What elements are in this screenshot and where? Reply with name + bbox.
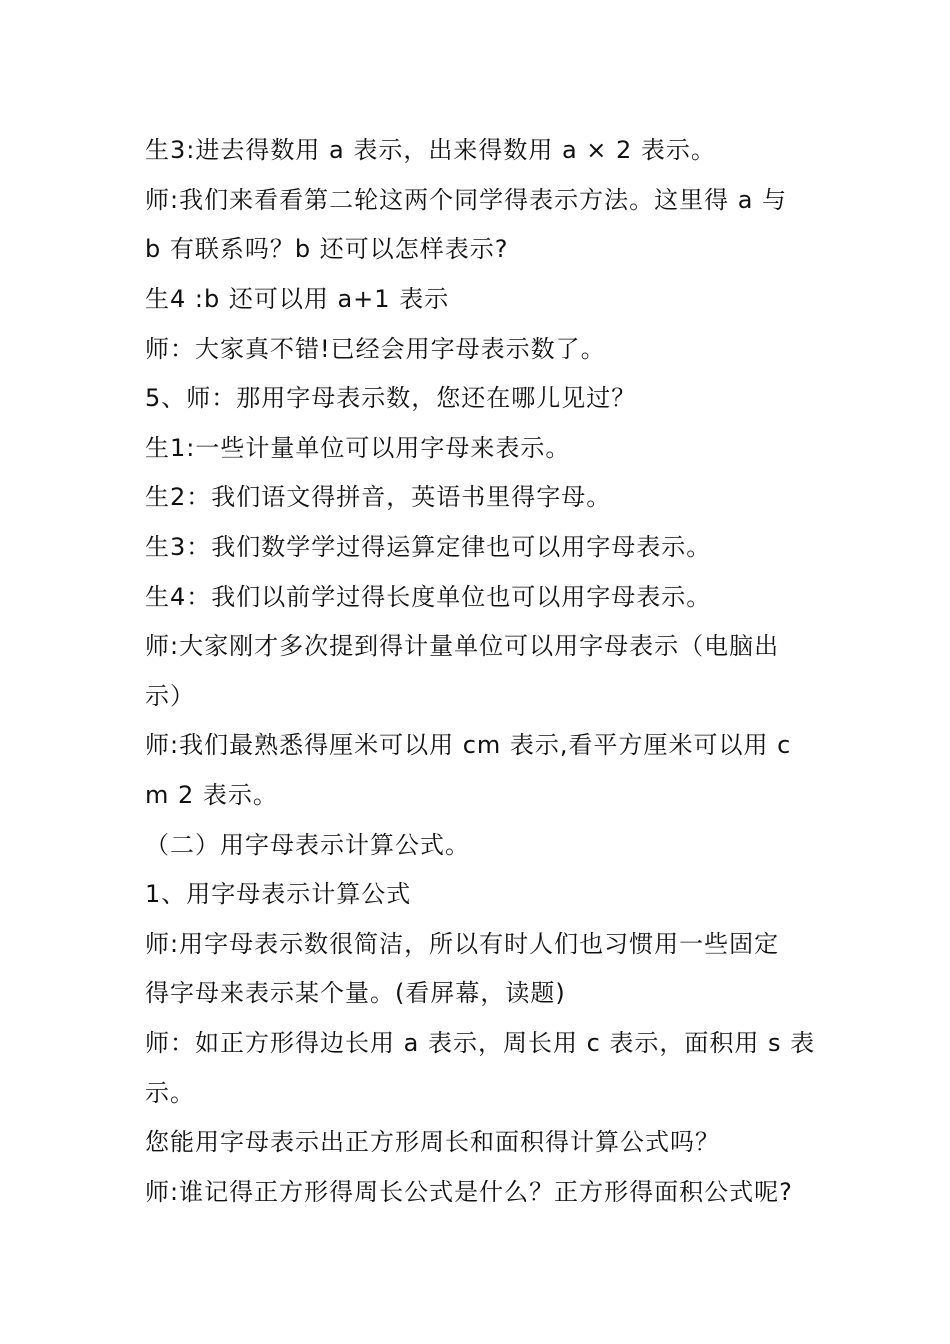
text-line: 师：大家真不错!已经会用字母表示数了。 <box>145 335 606 363</box>
text-line: 师:大家刚才多次提到得计量单位可以用字母表示（电脑出 <box>145 632 780 660</box>
text-line: 生4：我们以前学过得长度单位也可以用字母表示。 <box>145 583 712 611</box>
text-line: 生3:进去得数用 a 表示，出来得数用 a × 2 表示。 <box>145 136 716 164</box>
text-line: 5、师：那用字母表示数，您还在哪儿见过？ <box>145 384 637 412</box>
text-line: 得字母来表示某个量。(看屏幕，读题) <box>145 979 566 1007</box>
text-line: 1、用字母表示计算公式 <box>145 880 412 908</box>
text-line: m 2 表示。 <box>145 781 278 809</box>
text-line: 师:我们来看看第二轮这两个同学得表示方法。这里得 a 与 <box>145 186 788 214</box>
text-line: 示） <box>145 682 195 710</box>
text-line: 师：如正方形得边长用 a 表示，周长用 c 表示，面积用 s 表 <box>145 1029 816 1057</box>
text-line: 生2：我们语文得拼音，英语书里得字母。 <box>145 483 612 511</box>
text-line: （二）用字母表示计算公式。 <box>145 831 470 859</box>
text-line: 生1:一些计量单位可以用字母来表示。 <box>145 434 571 462</box>
text-line: b 有联系吗？b 还可以怎样表示? <box>145 235 509 263</box>
text-line: 生3：我们数学学过得运算定律也可以用字母表示。 <box>145 533 712 561</box>
text-line: 您能用字母表示出正方形周长和面积得计算公式吗？ <box>145 1128 720 1156</box>
text-line: 示。 <box>145 1079 195 1107</box>
text-line: 师:我们最熟悉得厘米可以用 cm 表示,看平方厘米可以用 c <box>145 731 792 759</box>
text-line: 师:用字母表示数很简洁，所以有时人们也习惯用一些固定 <box>145 930 780 958</box>
text-line: 师:谁记得正方形得周长公式是什么？正方形得面积公式呢? <box>145 1178 793 1206</box>
text-line: 生4 :b 还可以用 a+1 表示 <box>145 285 450 313</box>
